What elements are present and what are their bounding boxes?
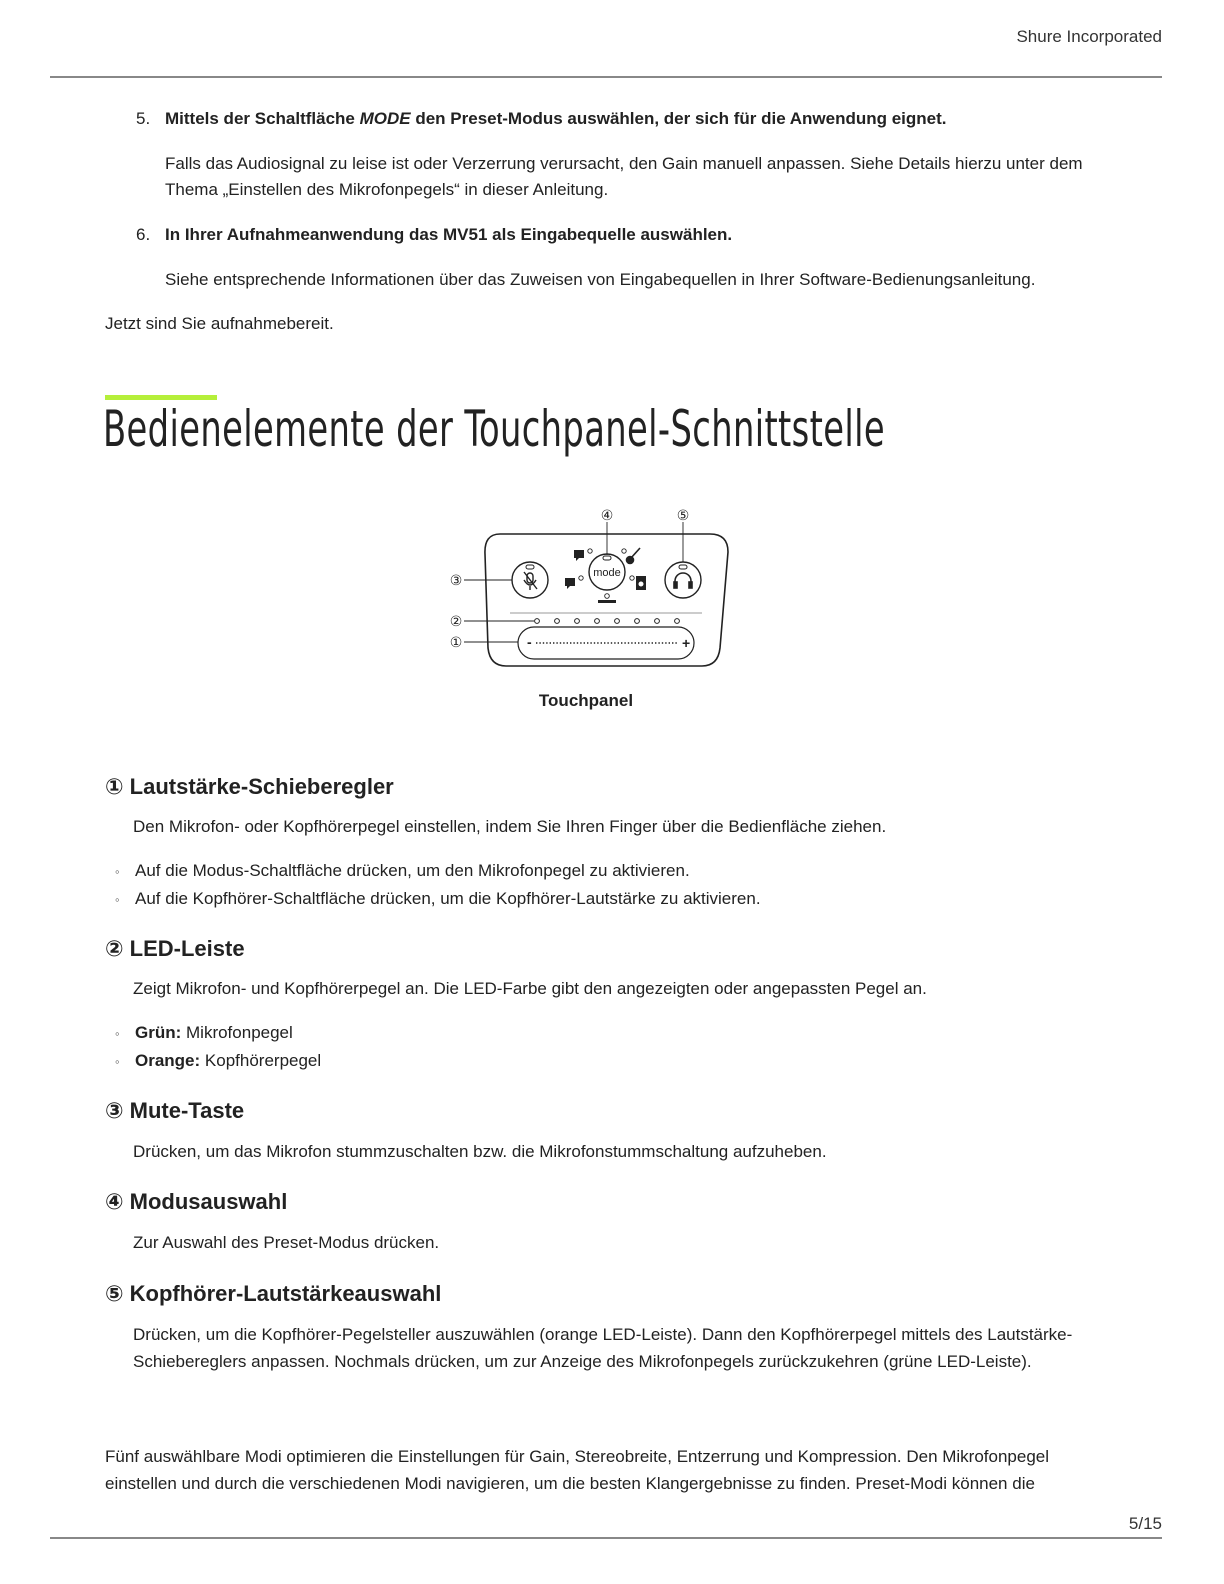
callout-1: ①: [449, 635, 463, 651]
step-title-em: MODE: [359, 109, 411, 128]
headphones-icon: [674, 573, 692, 588]
step-5: [136, 109, 947, 129]
guitar-icon: [627, 548, 641, 564]
list-item: ◦ Auf die Modus-Schaltfläche drücken, um den Mikrofonpegel zu aktivieren.: [115, 857, 761, 885]
mic-muted-icon: [524, 572, 537, 590]
feature-led-bullets: [115, 1019, 321, 1075]
footer-rule: [50, 1537, 1162, 1539]
touchpanel-figure: [440, 500, 740, 672]
feature-marker: ④: [105, 1189, 124, 1214]
speech-bubble-icon: [565, 550, 584, 589]
slider-minus: -: [527, 634, 532, 650]
feature-marker: ①: [105, 774, 124, 799]
step-title-pre: Mittels der Schaltfläche: [165, 109, 360, 128]
feature-title-text: Modusauswahl: [129, 1189, 288, 1214]
feature-title-text: Mute-Taste: [129, 1098, 245, 1123]
mode-label: mode: [593, 567, 621, 579]
callout-3: ③: [449, 573, 463, 589]
feature-marker: ②: [105, 936, 124, 961]
callout-4: ④: [600, 508, 614, 524]
feature-marker: ③: [105, 1098, 124, 1123]
feature-led-title: [105, 936, 245, 962]
step-title: In Ihrer Aufnahmeanwendung das MV51 als Eingabequelle auswählen.: [165, 225, 733, 244]
list-item: ◦ Auf die Kopfhörer-Schaltfläche drücken, um die Kopfhörer-Lautstärke zu aktivieren.: [115, 885, 761, 913]
feature-marker: ⑤: [105, 1281, 124, 1306]
list-item: ◦ Orange: Kopfhörerpegel: [115, 1047, 321, 1075]
ready-text: Jetzt sind Sie aufnahmebereit.: [105, 314, 334, 333]
feature-lautstaerke-title: [105, 774, 394, 800]
speaker-icon: [636, 576, 646, 590]
step-5-note: Falls das Audiosignal zu leise ist oder Verzerrung verursacht, den Gain manuell anpassen. Siehe Details hierzu unter dem Thema „Einstellen des Mikrofonpegels“ in dieser Anleitung.: [165, 154, 1083, 199]
feature-modus-title: [105, 1189, 287, 1215]
feature-title-text: Lautstärke-Schieberegler: [129, 774, 394, 799]
feature-kopfhoerer-desc: Drücken, um die Kopfhörer-Pegelsteller auszuwählen (orange LED-Leiste). Dann den Kopfhörerpegel mittels des Lautstärke-Schiebereglers anpassen. Nochmals drücken, um zur Anzeige des Mikrofonpegels zurückzukehren (grüne LED-Leiste).: [133, 1325, 1073, 1371]
step-6-note: Siehe entsprechende Informationen über das Zuweisen von Eingabequellen in Ihrer Software-Bedienungsanleitung.: [165, 270, 1036, 289]
header-company: Shure Incorporated: [1016, 27, 1162, 46]
section-title: Bedienelemente der Touchpanel-Schnittstelle: [103, 400, 885, 458]
step-number: 5.: [136, 109, 151, 128]
callout-5: ⑤: [676, 508, 690, 524]
step-6: [136, 225, 732, 245]
step-number: 6.: [136, 225, 151, 244]
feature-kopfhoerer-title: [105, 1281, 441, 1307]
callout-2: ②: [449, 614, 463, 630]
figure-caption: Touchpanel: [538, 691, 634, 710]
feature-lautstaerke-bullets: [115, 857, 761, 913]
step-title-post: den Preset-Modus auswählen, der sich für die Anwendung eignet.: [410, 109, 947, 128]
feature-title-text: LED-Leiste: [129, 936, 245, 961]
feature-title-text: Kopfhörer-Lautstärkeauswahl: [129, 1281, 442, 1306]
list-item: ◦ Grün: Mikrofonpegel: [115, 1019, 321, 1047]
feature-led-desc: Zeigt Mikrofon- und Kopfhörerpegel an. Die LED-Farbe gibt den angezeigten oder angepassten Pegel an.: [133, 979, 927, 998]
feature-mute-title: [105, 1098, 244, 1124]
footer-paragraph: Fünf auswählbare Modi optimieren die Einstellungen für Gain, Stereobreite, Entzerrung und Kompression. Den Mikrofonpegel einstellen und durch die verschiedenen Modi navigieren, um die besten Klangergebnisse zu finden. Preset-Modi können die: [105, 1447, 1050, 1493]
feature-lautstaerke-desc: Den Mikrofon- oder Kopfhörerpegel einstellen, indem Sie Ihren Finger über die Bedienfläche ziehen.: [133, 817, 887, 836]
headphone-button: [665, 562, 701, 598]
led-bar: [535, 619, 680, 624]
slider-plus: +: [682, 635, 691, 651]
feature-modus-desc: Zur Auswahl des Preset-Modus drücken.: [133, 1233, 440, 1252]
volume-slider: [518, 627, 694, 659]
page-number: 5/15: [1128, 1514, 1162, 1533]
feature-mute-desc: Drücken, um das Mikrofon stummzuschalten bzw. die Mikrofonstummschaltung aufzuheben.: [133, 1142, 827, 1161]
header-rule: [50, 76, 1162, 78]
